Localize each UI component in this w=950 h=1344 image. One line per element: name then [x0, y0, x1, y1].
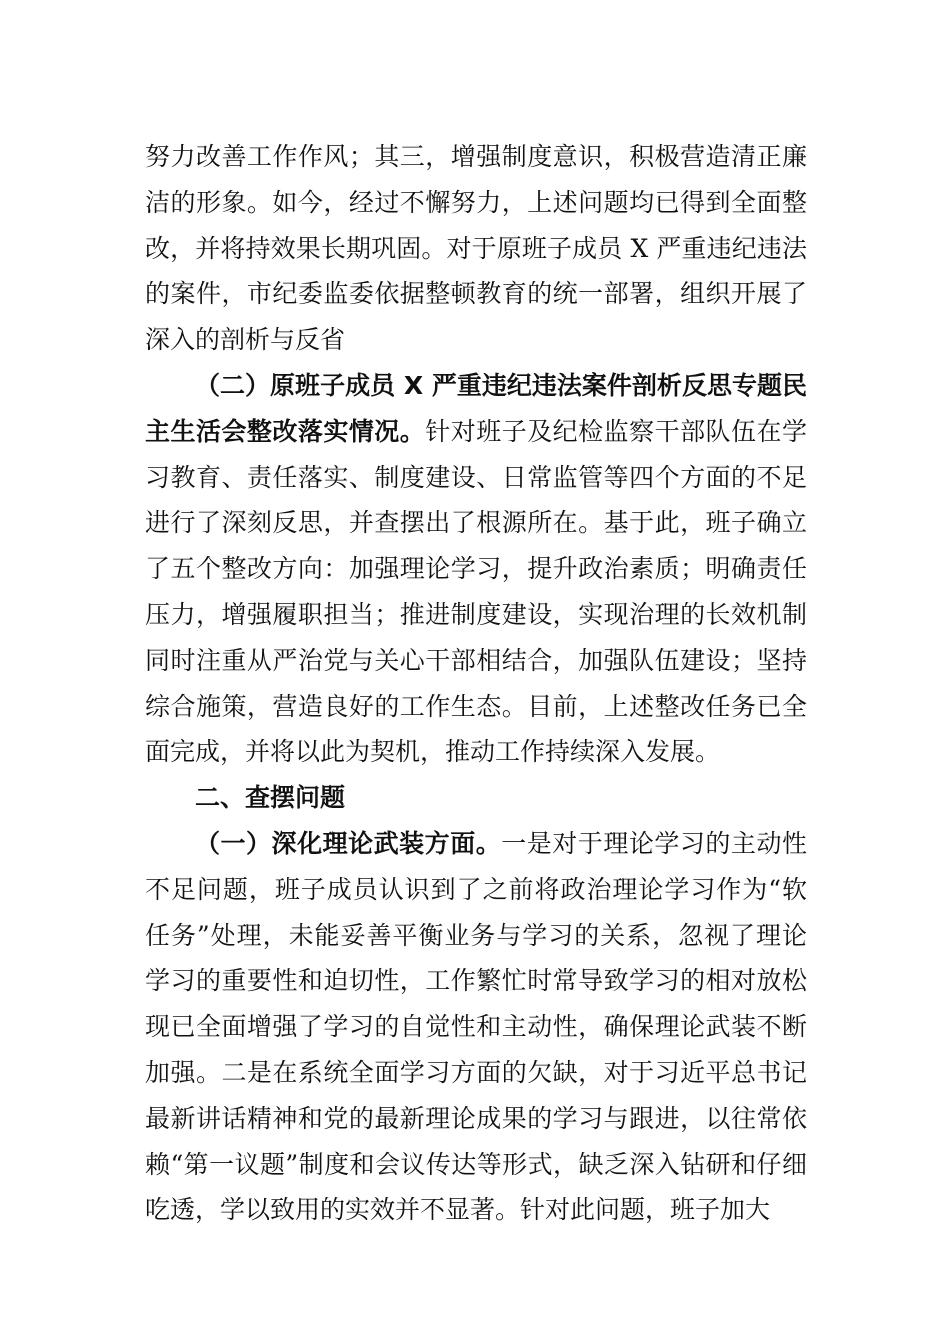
paragraph-continuation [145, 134, 807, 363]
document-body [145, 134, 807, 1233]
paragraph-text: 努力改善工作作风；其三，增强制度意识，积极营造清正廉洁的形象。如今，经过不懈努力，上述问题均已得到全面整改，并将持效果长期巩固。对于原班子成员 X 严重违纪违法的案件，市纪委监委依据整顿教育的统一部署，组织开展了深入的剖析与反省 [145, 142, 807, 355]
paragraph-theory-armament [145, 821, 807, 1233]
paragraph-rectification-status [145, 363, 807, 775]
paragraph-text: 针对班子及纪检监察干部队伍在学习教育、责任落实、制度建设、日常监管等四个方面的不足进行了深刻反思，并查摆出了根源所在。基于此，班子确立了五个整改方向：加强理论学习，提升政治素质；明确责任压力，增强履职担当；推进制度建设，实现治理的长效机制同时注重从严治党与关心干部相结合，加强队伍建设；坚持综合施策，营造良好的工作生态。目前，上述整改任务已全面完成，并将以此为契机，推动工作持续深入发展。 [145, 416, 807, 767]
subsection-lead-heading: （一）深化理论武装方面。 [195, 828, 502, 858]
paragraph-text: 一是对于理论学习的主动性不足问题，班子成员认识到了之前将政治理论学习作为“软任务”处理，未能妥善平衡业务与学习的关系，忽视了理论学习的重要性和迫切性，工作繁忙时常导致学习的相对放松现已全面增强了学习的自觉性和主动性，确保理论武装不断加强。二是在系统全面学习方面的欠缺，对于习近平总书记最新讲话精神和党的最新理论成果的学习与跟进，以往常依赖“第一议题”制度和会议传达等形式，缺乏深入钻研和仔细吃透，学以致用的实效并不显著。针对此问题，班子加大 [145, 828, 807, 1225]
paragraph-lead-heading: （二）原班子成员 X 严重违纪违法案件剖析反思专题民主生活会整改落实情况。 [145, 370, 807, 446]
section-heading: 二、查摆问题 [195, 783, 346, 813]
